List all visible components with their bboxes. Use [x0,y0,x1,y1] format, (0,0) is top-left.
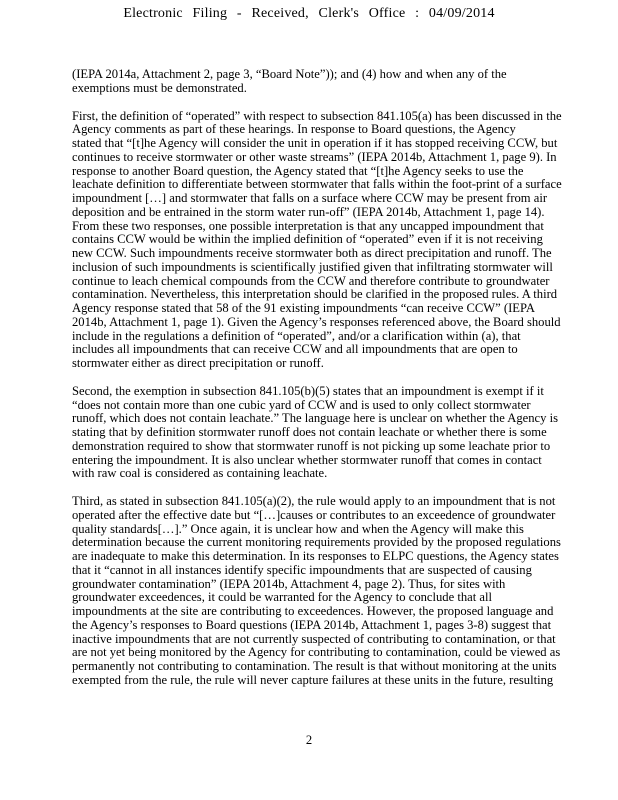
text-line: stormwater either as direct precipitation or runoff. [72,356,324,370]
text-line: (IEPA 2014a, Attachment 2, page 3, “Board Note”)); and (4) how and when any of the [72,67,507,81]
text-line: includes all impoundments that can receive CCW and all impoundments that are open to [72,342,518,357]
body-text [72,68,612,702]
page-number: 2 [305,733,313,747]
text-line: contains CCW would be within the implied definition of “operated” even if it is not receiving [72,232,543,247]
text-line: From these two responses, one possible interpretation is that any uncapped impoundment that [72,218,544,233]
text-line: runoff, which does not contain leachate.” The language here is unclear on whether the Agency is [72,411,558,426]
text-line: groundwater contamination” (IEPA 2014b, Attachment 4, page 2). Thus, for sites with [72,576,506,591]
text-line: permanently not contributing to contamination. The result is that without monitoring at the units [72,659,557,673]
text-line: deposition and be entrained in the storm water run-off” (IEPA 2014b, Attachment 1, page 14). [72,204,545,219]
text-line: are inadequate to make this determination. In its responses to ELPC questions, the Agency states [72,549,559,563]
text-line: exempted from the rule, the rule will never capture failures at these units in the future, resulting [72,672,554,687]
text-line: Third, as stated in subsection 841.105(a)(2), the rule would apply to an impoundment that is not [72,494,556,508]
body-paragraph [72,110,612,371]
text-line: include in the regulations a definition of “operated”, and/or a clarification within (a), that [72,328,521,343]
text-line: “does not contain more than one cubic yard of CCW and is used to only collect stormwater [72,397,531,412]
text-line: Agency response stated that 58 of the 91 existing impoundments “can receive CCW” (IEPA [72,301,535,315]
body-paragraph [72,385,612,481]
text-line: demonstration required to show that stormwater runoff is not picking up some leachate prior to [72,438,551,453]
text-line: response to another Board question, the Agency stated that “[t]he Agency seeks to use the [72,163,524,178]
text-line: stated that “[t]he Agency will consider the unit in operation if it has stopped receiving CCW, but [72,136,558,150]
text-line: impoundments at the site are contributing to exceedences. However, the proposed language and [72,604,554,618]
text-line: continue to leach chemical compounds from the CCW and therefore contribute to groundwater [72,273,550,288]
text-line: determination because the current monitoring requirements provided by the proposed regulations [72,535,561,550]
text-line: quality standards[…].” Once again, it is unclear how and when the Agency will make this [72,521,524,536]
text-line: stating that by definition stormwater runoff does not contain leachate or whether there is some [72,425,547,439]
text-line: the Agency’s responses to Board questions (IEPA 2014b, Attachment 1, pages 3-8) suggest that [72,617,552,632]
body-paragraph [72,68,612,96]
text-line: groundwater exceedences, it could be warranted for the Agency to conclude that all [72,590,492,605]
filing-stamp-header: Electronic Filing - Received, Clerk's Office : 04/09/2014 [123,6,495,21]
body-paragraph [72,495,612,688]
text-line: with raw coal is considered as containing leachate. [72,466,328,481]
text-line: new CCW. Such impoundments receive stormwater both as direct precipitation and runoff. The [72,246,552,260]
text-line: contamination. Nevertheless, this interpretation should be clarified in the proposed rules. A third [72,287,558,302]
text-line: inclusion of such impoundments is scientifically justified given that infiltrating stormwater will [72,259,553,274]
text-line: Agency comments as part of these hearings. In response to Board questions, the Agency [72,122,516,137]
text-line: impoundment […] and stormwater that falls on a surface where CCW may be present from air [72,191,548,205]
text-line: Second, the exemption in subsection 841.105(b)(5) states that an impoundment is exempt if it [72,383,544,398]
text-line: operated after the effective date but “[…]causes or contributes to an exceedence of groundwater [72,507,556,522]
text-line: continues to receive stormwater or other waste streams” (IEPA 2014b, Attachment 1, page 9). In [72,149,557,164]
text-line: First, the definition of “operated” with respect to subsection 841.105(a) has been discussed in the [72,108,562,123]
text-line: entering the impoundment. It is also unclear whether stormwater runoff that comes in contact [72,452,542,467]
text-line: that it “cannot in all instances identify specific impoundments that are suspected of causing [72,562,532,577]
text-line: 2014b, Attachment 1, page 1). Given the Agency’s responses referenced above, the Board should [72,314,561,329]
text-line: inactive impoundments that are not currently suspected of contributing to contamination, or that [72,631,556,646]
text-line: leachate definition to differentiate between stormwater that falls within the foot-print of a surface [72,177,562,192]
text-line: are not yet being monitored by the Agency for contributing to contamination, could be viewed as [72,645,561,660]
text-line: exemptions must be demonstrated. [72,80,247,95]
